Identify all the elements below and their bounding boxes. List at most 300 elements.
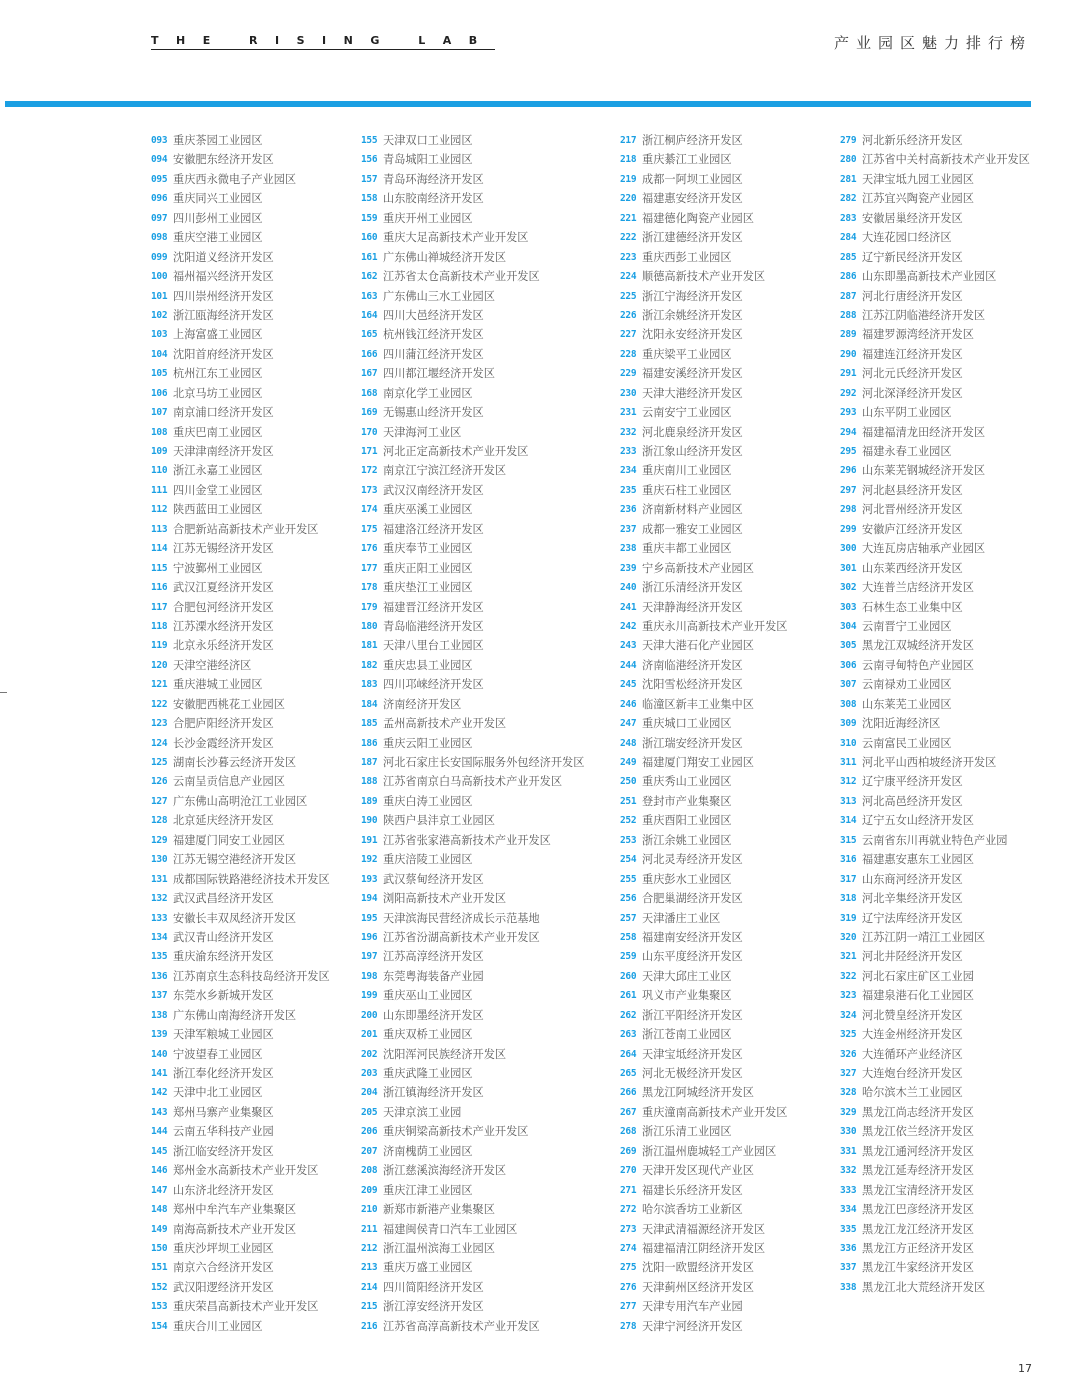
ranking-row — [620, 423, 787, 442]
ranking-row — [620, 617, 787, 636]
park-name: 新郑市新港产业集聚区 — [383, 1203, 495, 1217]
ranking-row — [840, 403, 1030, 422]
park-name: 重庆涪陵工业园区 — [383, 853, 473, 867]
rank-number: 328 — [840, 1087, 857, 1099]
rank-number: 255 — [620, 873, 637, 885]
rank-number: 117 — [151, 601, 168, 613]
ranking-row — [361, 909, 584, 928]
rank-number: 278 — [620, 1320, 637, 1332]
park-name: 山东济北经济开发区 — [173, 1183, 274, 1197]
ranking-row — [840, 947, 1030, 966]
rank-number: 203 — [361, 1068, 378, 1079]
park-name: 重庆忠县工业园区 — [383, 658, 473, 672]
ranking-row — [151, 1278, 330, 1297]
rank-number: 271 — [620, 1184, 637, 1196]
ranking-row — [361, 267, 584, 286]
ranking-row — [840, 792, 1030, 811]
ranking-row — [620, 189, 787, 208]
ranking-row — [361, 1045, 584, 1064]
rank-number: 285 — [840, 251, 857, 263]
park-name: 重庆奉节工业园区 — [383, 542, 473, 556]
park-name: 浙江慈溪滨海经济开发区 — [383, 1164, 507, 1178]
park-name: 河北赵县经济开发区 — [862, 483, 963, 497]
ranking-row — [361, 831, 584, 850]
park-name: 临潼区新丰工业集中区 — [642, 697, 754, 711]
ranking-row — [840, 228, 1030, 247]
rank-number: 191 — [361, 834, 378, 846]
rank-number: 316 — [840, 854, 857, 866]
ranking-row — [151, 442, 330, 461]
rank-number: 209 — [361, 1184, 378, 1196]
ranking-row — [361, 500, 584, 519]
rank-number: 290 — [840, 348, 857, 360]
park-name: 河北正定高新技术产业开发区 — [383, 445, 529, 458]
rank-number: 221 — [620, 212, 637, 224]
ranking-row — [361, 306, 584, 325]
ranking-row — [151, 598, 330, 617]
ranking-row — [840, 928, 1030, 947]
rank-number: 239 — [620, 562, 637, 574]
ranking-row — [620, 947, 787, 966]
rank-number: 177 — [361, 562, 378, 574]
park-name: 长沙金霞经济开发区 — [173, 736, 274, 750]
ranking-row — [840, 1083, 1030, 1102]
rank-number: 130 — [151, 854, 168, 866]
park-name: 武汉汉南经济开发区 — [383, 483, 484, 497]
park-name: 重庆渝东经济开发区 — [173, 950, 274, 964]
ranking-row — [361, 364, 584, 383]
rank-number: 122 — [151, 698, 168, 710]
rank-number: 312 — [840, 776, 857, 788]
park-name: 济南临港经济开发区 — [642, 658, 743, 672]
rank-number: 100 — [151, 271, 168, 283]
ranking-column-3 — [620, 131, 787, 1336]
rank-number: 279 — [840, 135, 857, 146]
rank-number: 162 — [361, 271, 378, 283]
rank-number: 108 — [151, 426, 168, 438]
rank-number: 107 — [151, 407, 168, 419]
rank-number: 192 — [361, 854, 378, 866]
park-name: 天津武清福源经济开发区 — [642, 1222, 766, 1236]
park-name: 无锡惠山经济开发区 — [383, 406, 484, 420]
park-name: 重庆梁平工业园区 — [642, 347, 732, 361]
park-name: 浙江桐庐经济开发区 — [642, 134, 743, 147]
ranking-row — [361, 656, 584, 675]
ranking-row — [620, 695, 787, 714]
park-name: 陕西户县沣京工业园区 — [383, 814, 495, 828]
park-name: 武汉武昌经济开发区 — [173, 892, 274, 906]
rank-number: 319 — [840, 912, 857, 924]
rank-number: 272 — [620, 1204, 637, 1216]
ranking-row — [361, 1006, 584, 1025]
rank-number: 240 — [620, 582, 637, 594]
ranking-row — [361, 636, 584, 655]
ranking-row — [151, 1045, 330, 1064]
park-name: 顺德高新技术产业开发区 — [642, 270, 766, 284]
ranking-row — [840, 559, 1030, 578]
park-name: 重庆巫山工业园区 — [383, 989, 473, 1003]
ranking-row — [151, 1258, 330, 1277]
ranking-row — [361, 598, 584, 617]
park-name: 山东商河经济开发区 — [862, 872, 963, 886]
rank-number: 323 — [840, 990, 857, 1002]
ranking-row — [620, 986, 787, 1005]
rank-number: 261 — [620, 990, 637, 1002]
ranking-row — [151, 150, 330, 169]
park-name: 福建安溪经济开发区 — [642, 367, 743, 381]
rank-number: 200 — [361, 1009, 378, 1021]
park-name: 浙江临安经济开发区 — [173, 1144, 274, 1158]
park-name: 天津中北工业园区 — [173, 1086, 263, 1100]
ranking-row — [361, 714, 584, 733]
rank-number: 213 — [361, 1262, 378, 1274]
park-name: 重庆酉阳工业园区 — [642, 814, 732, 828]
ranking-row — [151, 559, 330, 578]
rank-number: 302 — [840, 582, 857, 594]
park-name: 河北新乐经济开发区 — [862, 134, 963, 147]
ranking-row — [620, 364, 787, 383]
ranking-row — [151, 248, 330, 267]
park-name: 福建罗源湾经济开发区 — [862, 328, 974, 342]
rank-number: 112 — [151, 504, 168, 516]
ranking-row — [361, 520, 584, 539]
park-name: 黑龙江尚志经济开发区 — [862, 1105, 974, 1119]
ranking-row — [151, 811, 330, 830]
park-name: 四川蒲江经济开发区 — [383, 347, 484, 361]
park-name: 云南呈贡信息产业园区 — [173, 775, 285, 789]
ranking-row — [361, 617, 584, 636]
park-name: 天津军粮城工业园区 — [173, 1028, 274, 1042]
park-name: 黑龙江宝清经济开发区 — [862, 1183, 974, 1197]
ranking-row — [361, 442, 584, 461]
rank-number: 175 — [361, 523, 378, 535]
ranking-row — [620, 1239, 787, 1258]
park-name: 南京江宁滨江经济开发区 — [383, 464, 507, 478]
rank-number: 201 — [361, 1029, 378, 1041]
rank-number: 265 — [620, 1068, 637, 1079]
park-name: 南京浦口经济开发区 — [173, 406, 274, 420]
rank-number: 260 — [620, 970, 637, 982]
park-name: 宁乡高新技术产业园区 — [642, 561, 754, 575]
rank-number: 333 — [840, 1184, 857, 1196]
park-name: 安徽肥东经济开发区 — [173, 153, 274, 167]
park-name: 重庆江津工业园区 — [383, 1183, 473, 1197]
ranking-row — [361, 1200, 584, 1219]
rank-number: 176 — [361, 543, 378, 555]
rank-number: 267 — [620, 1106, 637, 1118]
rank-number: 125 — [151, 757, 168, 768]
rank-number: 144 — [151, 1126, 168, 1138]
park-name: 大连金州经济开发区 — [862, 1028, 963, 1042]
rank-number: 137 — [151, 990, 168, 1002]
park-name: 浙江建德经济开发区 — [642, 231, 743, 245]
park-name: 广东佛山高明沧江工业园区 — [173, 794, 308, 808]
park-name: 山东莱西经济开发区 — [862, 561, 963, 575]
ranking-row — [840, 150, 1030, 169]
ranking-row — [361, 325, 584, 344]
park-name: 浙江乐清经济开发区 — [642, 581, 743, 595]
ranking-row — [361, 481, 584, 500]
rank-number: 291 — [840, 368, 857, 380]
rank-number: 103 — [151, 329, 168, 341]
rank-number: 222 — [620, 232, 637, 244]
rank-number: 113 — [151, 523, 168, 535]
park-name: 大连普兰店经济开发区 — [862, 581, 974, 595]
rank-number: 308 — [840, 698, 857, 710]
rank-number: 281 — [840, 173, 857, 185]
ranking-row — [361, 967, 584, 986]
ranking-row — [840, 986, 1030, 1005]
ranking-row — [151, 1161, 330, 1180]
rank-number: 194 — [361, 893, 378, 905]
ranking-row — [840, 636, 1030, 655]
ranking-row — [151, 617, 330, 636]
park-name: 福建惠安惠东工业园区 — [862, 853, 974, 867]
park-name: 济南经济开发区 — [383, 697, 462, 711]
park-name: 重庆大足高新技术产业开发区 — [383, 231, 529, 245]
rank-number: 314 — [840, 815, 857, 827]
rank-number: 274 — [620, 1242, 637, 1254]
park-name: 安徽长丰双凤经济开发区 — [173, 911, 297, 925]
ranking-row — [151, 1006, 330, 1025]
rank-number: 124 — [151, 737, 168, 749]
park-name: 江苏溧水经济开发区 — [173, 619, 274, 633]
ranking-row — [620, 831, 787, 850]
ranking-row — [361, 1103, 584, 1122]
park-name: 天津专用汽车产业园 — [642, 1300, 743, 1314]
ranking-row — [620, 520, 787, 539]
ranking-row — [620, 578, 787, 597]
park-name: 济南槐荫工业园区 — [383, 1144, 473, 1158]
ranking-row — [620, 228, 787, 247]
rank-number: 187 — [361, 757, 378, 768]
ranking-row — [620, 1006, 787, 1025]
park-name: 云南禄劝工业园区 — [862, 678, 952, 692]
park-name: 成都一阿坝工业园区 — [642, 172, 743, 186]
rank-number: 243 — [620, 640, 637, 652]
ranking-row — [151, 539, 330, 558]
park-name: 河北赞皇经济开发区 — [862, 1008, 963, 1022]
rank-number: 199 — [361, 990, 378, 1002]
rank-number: 273 — [620, 1223, 637, 1235]
park-name: 浙江温州滨海工业园区 — [383, 1241, 495, 1255]
rank-number: 153 — [151, 1301, 168, 1313]
park-name: 宁波望春工业园区 — [173, 1047, 263, 1061]
rank-number: 234 — [620, 465, 637, 477]
rank-number: 315 — [840, 834, 857, 846]
rank-number: 309 — [840, 718, 857, 730]
ranking-row — [840, 1239, 1030, 1258]
ranking-row — [840, 131, 1030, 150]
park-name: 黑龙江龙江经济开发区 — [862, 1222, 974, 1236]
ranking-row — [840, 1258, 1030, 1277]
rank-number: 311 — [840, 757, 857, 768]
ranking-row — [840, 889, 1030, 908]
park-name: 武汉江夏经济开发区 — [173, 581, 274, 595]
rank-number: 257 — [620, 912, 637, 924]
rank-number: 161 — [361, 251, 378, 263]
rank-number: 242 — [620, 620, 637, 632]
park-name: 山东莱芜工业园区 — [862, 697, 952, 711]
park-name: 重庆铜梁高新技术产业开发区 — [383, 1125, 529, 1139]
ranking-row — [840, 170, 1030, 189]
ranking-row — [361, 1142, 584, 1161]
ranking-row — [151, 500, 330, 519]
park-name: 石林生态工业集中区 — [862, 600, 963, 614]
park-name: 天津蓟州区经济开发区 — [642, 1280, 754, 1294]
ranking-row — [620, 714, 787, 733]
ranking-row — [151, 986, 330, 1005]
park-name: 沈阳浑河民族经济开发区 — [383, 1047, 507, 1061]
park-name: 江苏宜兴陶瓷产业园区 — [862, 192, 974, 206]
rank-number: 296 — [840, 465, 857, 477]
ranking-row — [840, 656, 1030, 675]
ranking-row — [840, 1122, 1030, 1141]
ranking-row — [361, 1181, 584, 1200]
park-name: 登封市产业集聚区 — [642, 794, 732, 808]
rank-number: 197 — [361, 951, 378, 963]
park-name: 江苏省南京白马高新技术产业开发区 — [383, 775, 563, 789]
park-name: 云南五华科技产业园 — [173, 1125, 274, 1139]
ranking-row — [361, 870, 584, 889]
park-name: 重庆双桥工业园区 — [383, 1028, 473, 1042]
rank-number: 190 — [361, 815, 378, 827]
ranking-row — [361, 1297, 584, 1316]
ranking-column-4 — [840, 131, 1030, 1297]
ranking-row — [361, 461, 584, 480]
rank-number: 329 — [840, 1106, 857, 1118]
margin-tick — [0, 692, 7, 693]
rank-number: 188 — [361, 776, 378, 788]
ranking-row — [620, 1258, 787, 1277]
rank-number: 303 — [840, 601, 857, 613]
rank-number: 298 — [840, 504, 857, 516]
park-name: 沈阳一欧盟经济开发区 — [642, 1261, 754, 1275]
rank-number: 231 — [620, 407, 637, 419]
rank-number: 282 — [840, 193, 857, 205]
rank-number: 293 — [840, 407, 857, 419]
park-name: 福建厦门同安工业园区 — [173, 833, 285, 847]
rank-number: 284 — [840, 232, 857, 244]
park-name: 孟州高新技术产业开发区 — [383, 717, 507, 731]
rank-number: 226 — [620, 309, 637, 321]
ranking-row — [620, 131, 787, 150]
rank-number: 320 — [840, 931, 857, 943]
park-name: 重庆开州工业园区 — [383, 211, 473, 225]
park-name: 浙江淳安经济开发区 — [383, 1300, 484, 1314]
rank-number: 331 — [840, 1145, 857, 1157]
rank-number: 193 — [361, 873, 378, 885]
ranking-row — [151, 423, 330, 442]
rank-number: 268 — [620, 1126, 637, 1138]
rank-number: 104 — [151, 348, 168, 360]
rank-number: 181 — [361, 640, 378, 652]
rank-number: 143 — [151, 1106, 168, 1118]
ranking-row — [151, 520, 330, 539]
ranking-row — [151, 228, 330, 247]
park-name: 重庆彭水工业园区 — [642, 872, 732, 886]
ranking-row — [361, 287, 584, 306]
rank-number: 166 — [361, 348, 378, 360]
ranking-row — [361, 559, 584, 578]
park-name: 江苏高淳经济开发区 — [383, 950, 484, 964]
page-number: 17 — [1018, 1362, 1032, 1375]
ranking-row — [361, 675, 584, 694]
ranking-row — [151, 1122, 330, 1141]
park-name: 青岛城阳工业园区 — [383, 153, 473, 167]
park-name: 合肥新站高新技术产业开发区 — [173, 522, 319, 536]
ranking-row — [361, 928, 584, 947]
ranking-row — [620, 1181, 787, 1200]
park-name: 合肥巢湖经济开发区 — [642, 892, 743, 906]
rank-number: 337 — [840, 1262, 857, 1274]
rank-number: 258 — [620, 931, 637, 943]
rank-number: 292 — [840, 387, 857, 399]
rank-number: 280 — [840, 154, 857, 166]
park-name: 天津津南经济开发区 — [173, 445, 274, 458]
park-name: 重庆西永微电子产业园区 — [173, 172, 297, 186]
park-name: 云南晋宁工业园区 — [862, 619, 952, 633]
ranking-row — [620, 889, 787, 908]
park-name: 合肥包河经济开发区 — [173, 600, 274, 614]
rank-number: 105 — [151, 368, 168, 380]
park-name: 大连花园口经济区 — [862, 231, 952, 245]
park-name: 黑龙江巴彦经济开发区 — [862, 1203, 974, 1217]
park-name: 四川大邑经济开发区 — [383, 308, 484, 322]
ranking-row — [620, 384, 787, 403]
ranking-row — [840, 189, 1030, 208]
park-name: 四川彭州工业园区 — [173, 211, 263, 225]
ranking-row — [620, 675, 787, 694]
park-name: 云南安宁工业园区 — [642, 406, 732, 420]
rank-number: 310 — [840, 737, 857, 749]
ranking-row — [840, 1045, 1030, 1064]
park-name: 黑龙江阿城经济开发区 — [642, 1086, 754, 1100]
park-name: 天津宝坻九园工业园区 — [862, 172, 974, 186]
rank-number: 220 — [620, 193, 637, 205]
park-name: 河北石家庄长安国际服务外包经济开发区 — [383, 756, 585, 769]
park-name: 天津空港经济区 — [173, 658, 252, 672]
ranking-row — [620, 928, 787, 947]
rank-number: 233 — [620, 446, 637, 457]
park-name: 南海高新技术产业开发区 — [173, 1222, 297, 1236]
ranking-row — [151, 1220, 330, 1239]
rank-number: 251 — [620, 795, 637, 807]
ranking-row — [840, 209, 1030, 228]
ranking-row — [361, 228, 584, 247]
ranking-row — [840, 442, 1030, 461]
park-name: 辽宁法库经济开发区 — [862, 911, 963, 925]
park-name: 郑州中牟汽车产业集聚区 — [173, 1203, 297, 1217]
rank-number: 097 — [151, 212, 168, 224]
park-name: 重庆潼南高新技术产业开发区 — [642, 1105, 788, 1119]
rank-number: 321 — [840, 951, 857, 963]
ranking-row — [151, 481, 330, 500]
ranking-row — [840, 500, 1030, 519]
park-name: 哈尔滨木兰工业园区 — [862, 1086, 963, 1100]
ranking-row — [840, 1181, 1030, 1200]
ranking-row — [620, 306, 787, 325]
park-name: 天津宝坻经济开发区 — [642, 1047, 743, 1061]
park-name: 浙江象山经济开发区 — [642, 445, 743, 458]
rank-number: 259 — [620, 951, 637, 963]
ranking-row — [620, 1220, 787, 1239]
park-name: 河北石家庄矿区工业园 — [862, 969, 974, 983]
rank-number: 123 — [151, 718, 168, 730]
rank-number: 198 — [361, 970, 378, 982]
park-name: 黑龙江通河经济开发区 — [862, 1144, 974, 1158]
ranking-row — [620, 598, 787, 617]
